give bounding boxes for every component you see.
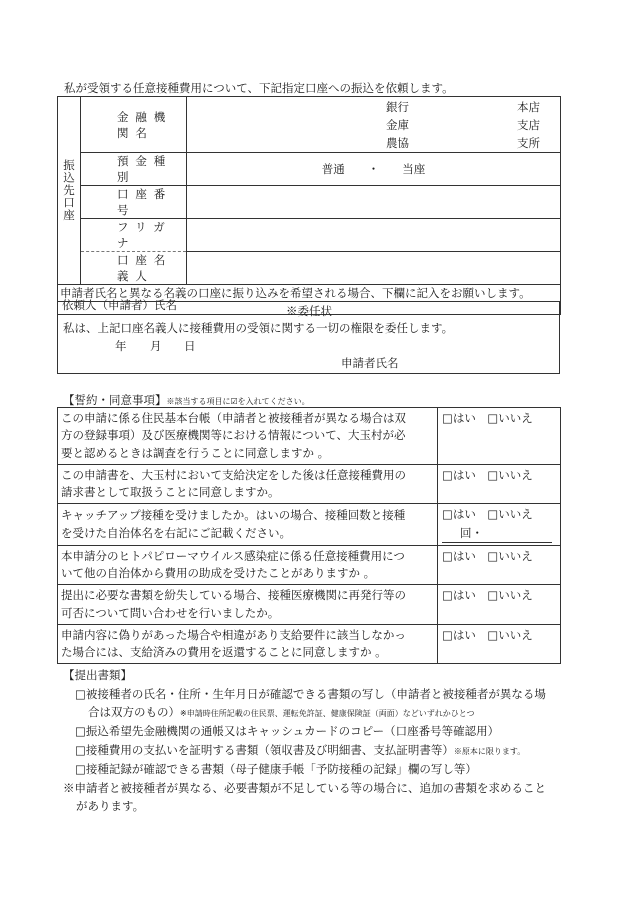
branch-type-branch: 支店	[517, 118, 540, 132]
documents-heading: 【提出書類】	[63, 668, 132, 682]
consent-row	[58, 408, 561, 465]
consent-row	[58, 585, 561, 625]
consent-row	[58, 504, 561, 546]
deposit-type-field[interactable]	[187, 153, 561, 186]
consent-answer-checkboxes[interactable]: □はい □いいえ	[438, 545, 561, 585]
consent-question-line: この申請に係る住民基本台帳（申請者と被接種者が異なる場合は双	[61, 411, 406, 425]
delegation-date-month: 月	[150, 339, 162, 353]
account-side-label-cell	[58, 97, 81, 285]
consent-heading	[63, 392, 310, 408]
delegation-signature-label[interactable]: 申請者氏名	[341, 356, 399, 370]
bank-name-label: 金融機関名	[117, 109, 173, 140]
furigana-field[interactable]	[187, 219, 561, 252]
deposit-label-cell	[81, 153, 187, 186]
bank-name-field[interactable]	[187, 97, 561, 153]
intro-text: 私が受領する任意接種費用について、下記指定口座への振込を依頼します。	[64, 81, 454, 95]
account-side-label: 振込先口座	[62, 159, 76, 222]
consent-table	[57, 407, 561, 664]
consent-question	[58, 624, 438, 664]
document-item-receipt[interactable]	[75, 742, 525, 758]
consent-question-line: 方の登録事項）及び医療機関等における情報について、大玉村が必	[61, 428, 406, 443]
delegation-date-day: 日	[184, 339, 196, 353]
consent-question-line: 提出に必要な書類を紛失している場合、接種医療機関に再発行等の	[61, 588, 406, 603]
document-item-receipt-note: ※原本に限ります。	[453, 747, 526, 756]
consent-question-line: いて他の自治体から費用の助成を受けたことがありますか 。	[61, 566, 376, 580]
document-item-passbook[interactable]: □振込希望先金融機関の通帳又はキャッシュカードのコピー（口座番号等確認用）	[75, 724, 500, 738]
consent-question-line: 申請内容に偽りがあった場合や相違があり支給要件に該当しなかっ	[61, 627, 406, 642]
delegation-text: 私は、上記口座名義人に接種費用の受領に関する一切の権限を委任します。	[63, 321, 454, 335]
consent-answer-checkboxes[interactable]: □はい □いいえ	[438, 408, 561, 465]
consent-question	[58, 408, 438, 465]
bank-account-table	[57, 96, 561, 315]
document-item-identity-note: ※申請時住所記載の住民票、運転免許証、健康保険証（両面）などいずれかひとつ	[180, 709, 475, 718]
document-item-receipt-text: □接種費用の支払いを証明する書類（領収書及び明細書、支払証明書等）	[75, 743, 454, 757]
delegation-date-year: 年	[115, 339, 127, 353]
consent-answer-checkboxes[interactable]: □はい □いいえ	[438, 624, 561, 664]
holder-label-cell	[81, 252, 187, 285]
consent-question-line: 要と認めるときは調査を行うことに同意しますか 。	[61, 445, 330, 460]
branch-type-head: 本店	[517, 100, 540, 114]
account-holder-field[interactable]	[187, 252, 561, 285]
consent-question-line: キャッチアップ接種を受けましたか。はいの場合、接種回数と接種	[61, 508, 406, 523]
consent-question-line: を受けた自治体名を右記にご記載ください。	[61, 525, 291, 540]
consent-row	[58, 624, 561, 664]
different-name-note: 申請者氏名と異なる名義の口座に振り込みを希望される場合、下欄に記入をお願いします。	[60, 286, 531, 300]
account-holder-label: 口座名義人	[117, 253, 173, 283]
consent-question-line: 可否について問い合わせを行いましたか。	[61, 605, 280, 620]
bank-label-cell	[81, 97, 187, 153]
consent-answer-checkboxes[interactable]: □はい □いいえ	[442, 507, 533, 522]
consent-question	[58, 545, 438, 585]
document-item-vaccination-record[interactable]: □接種記録が確認できる書類（母子健康手帳「予防接種の記録」欄の写し等）	[75, 762, 477, 776]
document-item-identity[interactable]: □被接種者の氏名・住所・生年月日が確認できる書類の写し（申請者と被接種者が異なる場	[75, 687, 546, 701]
catchup-count-field[interactable]: 回・	[442, 525, 552, 543]
account-number-field[interactable]	[187, 186, 561, 219]
consent-answer-checkboxes[interactable]: □はい □いいえ	[438, 464, 561, 504]
delegation-box	[57, 301, 560, 374]
bank-type-shinkin: 金庫	[386, 118, 409, 132]
consent-row	[58, 545, 561, 585]
furigana-label: フリガナ	[117, 220, 172, 250]
consent-question	[58, 504, 438, 546]
consent-heading-title: 【誓約・同意事項】	[63, 393, 167, 407]
bank-type-nokyo: 農協	[386, 136, 409, 150]
furigana-label-cell	[81, 219, 187, 252]
deposit-type-options: 普通 ・ 当座	[321, 162, 426, 176]
document-item-identity-cont	[88, 704, 475, 720]
consent-heading-note: ※該当する項目に☑を入れてください。	[166, 397, 310, 406]
consent-question	[58, 585, 438, 625]
consent-question-line: 請求書として取扱うことに同意しますか。	[61, 485, 280, 499]
consent-answer-checkboxes[interactable]: □はい □いいえ	[438, 585, 561, 625]
requester-name-label: 依頼人（申請者）氏名	[62, 298, 177, 312]
consent-question-line: た場合には、支給済みの費用を返還することに同意しますか 。	[61, 645, 387, 659]
deposit-type-label: 預金種別	[117, 154, 173, 184]
documents-footer-note-cont: があります。	[76, 799, 145, 813]
account-number-label: 口座番号	[117, 187, 173, 217]
consent-answer-cell	[438, 504, 561, 546]
bank-type-bank: 銀行	[386, 100, 409, 114]
consent-question-line: 本申請分のヒトパピローマウイルス感染症に係る任意接種費用につ	[61, 548, 405, 563]
delegation-title: ※委任状	[286, 304, 332, 318]
branch-type-office: 支所	[517, 136, 540, 150]
consent-row	[58, 464, 561, 504]
documents-footer-note: ※申請者と被接種者が異なる、必要書類が不足している等の場合に、追加の書類を求めること	[63, 781, 546, 795]
consent-question	[58, 464, 438, 504]
document-item-identity-cont-text: 合は双方のもの）	[88, 705, 180, 719]
consent-question-line: この申請書を、大玉村において支給決定をした後は任意接種費用の	[61, 467, 406, 482]
account-number-label-cell	[81, 186, 187, 219]
